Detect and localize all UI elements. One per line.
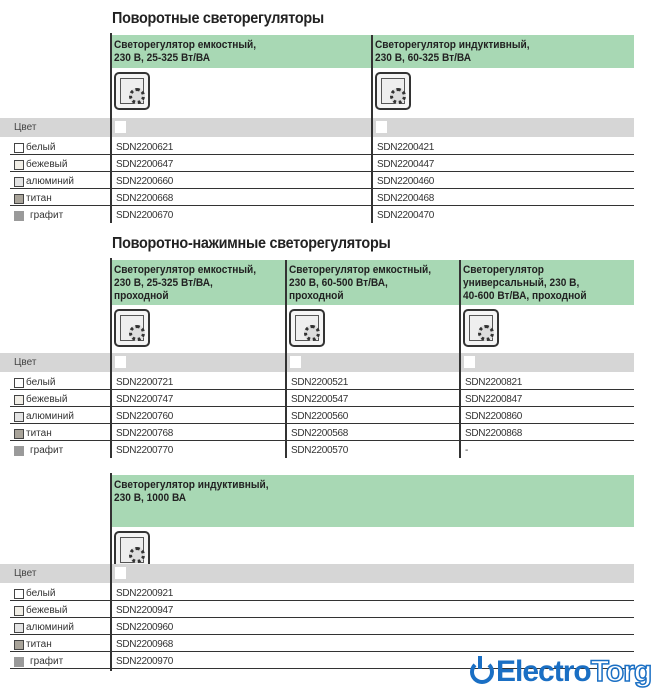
dimmer-image (114, 72, 150, 110)
color-cell (14, 176, 74, 187)
table-row (10, 390, 634, 407)
product-table (0, 35, 634, 223)
dimmer-image (375, 72, 411, 110)
product-code: SDN2200668 (116, 193, 174, 204)
product-code: SDN2200868 (465, 428, 523, 439)
color-cell (14, 428, 52, 439)
electrotorg-logo (470, 655, 651, 689)
table-row (10, 601, 634, 618)
logo-text: Electro (496, 655, 591, 688)
color-name: белый (26, 377, 56, 388)
product-code: SDN2200847 (465, 394, 523, 405)
color-chip (14, 160, 24, 170)
product-name-line: Светорегулятор емкостный, (114, 39, 257, 51)
image-row (112, 305, 634, 351)
product-table (0, 475, 634, 671)
product-code: SDN2200721 (116, 377, 174, 388)
color-cell (14, 605, 67, 616)
color-name: бежевый (26, 605, 68, 616)
color-cell (14, 210, 63, 221)
color-swatch (464, 356, 475, 368)
product-name-line: 230 В, 25-325 Вт/ВА (114, 52, 211, 64)
product-code: SDN2200468 (377, 193, 435, 204)
color-chip (14, 657, 24, 667)
table-row (10, 155, 634, 172)
color-name: белый (26, 142, 56, 153)
table-row (10, 424, 634, 441)
color-name: бежевый (26, 394, 68, 405)
color-name: алюминий (26, 411, 74, 422)
color-label: Цвет (14, 122, 37, 133)
color-chip (14, 143, 24, 153)
product-code: SDN2200768 (116, 428, 174, 439)
color-cell (14, 193, 52, 204)
product-code: SDN2200570 (291, 445, 349, 456)
product-name-line: проходной (289, 290, 344, 302)
product-header (112, 260, 634, 305)
product-code: SDN2200447 (377, 159, 435, 170)
product-name-line: 230 В, 60-500 Вт/ВА, (289, 277, 388, 289)
product-code: SDN2200670 (116, 210, 174, 221)
table-row (10, 618, 634, 635)
product-code: SDN2200860 (465, 411, 523, 422)
product-code: SDN2200568 (291, 428, 349, 439)
dimmer-image (114, 309, 150, 347)
color-cell (14, 142, 55, 153)
column-divider (110, 258, 112, 458)
color-chip (14, 640, 24, 650)
product-name-line: 40-600 Вт/ВА, проходной (463, 290, 587, 302)
color-swatch (290, 356, 301, 368)
product-code: SDN2200747 (116, 394, 174, 405)
table-row (10, 138, 634, 155)
color-chip (14, 446, 24, 456)
product-name-line: проходной (114, 290, 169, 302)
color-chip (14, 211, 24, 221)
product-name (289, 264, 431, 303)
image-row (112, 527, 634, 562)
color-chip (14, 623, 24, 633)
color-chip (14, 177, 24, 187)
power-icon (470, 660, 494, 684)
product-code: SDN2200647 (116, 159, 174, 170)
color-cell (14, 411, 74, 422)
product-code: SDN2200960 (116, 622, 174, 633)
table-row (10, 172, 634, 189)
product-code: SDN2200470 (377, 210, 435, 221)
color-cell (14, 588, 55, 599)
product-name-line: Светорегулятор емкостный, (114, 264, 257, 276)
product-code: SDN2200921 (116, 588, 174, 599)
product-name-line: Светорегулятор емкостный, (289, 264, 432, 276)
table-row (10, 373, 634, 390)
product-code: SDN2200547 (291, 394, 349, 405)
product-code: SDN2200621 (116, 142, 174, 153)
product-header (112, 475, 634, 527)
product-code: SDN2200760 (116, 411, 174, 422)
product-code: - (465, 445, 469, 456)
color-name: алюминий (26, 622, 74, 633)
product-name-line: 230 В, 60-325 Вт/ВА (375, 52, 472, 64)
section-title: Поворотно-нажимные светорегуляторы (112, 235, 391, 252)
dimmer-image (463, 309, 499, 347)
color-chip (14, 589, 24, 599)
product-code: SDN2200947 (116, 605, 174, 616)
color-name: белый (26, 588, 56, 599)
table-row (10, 635, 634, 652)
color-chip (14, 395, 24, 405)
color-swatch (376, 121, 387, 133)
color-header-row (0, 118, 634, 137)
table-row (10, 441, 634, 458)
color-name: бежевый (26, 159, 68, 170)
color-cell (14, 159, 67, 170)
color-cell (14, 622, 74, 633)
color-cell (14, 377, 55, 388)
product-name (463, 264, 587, 303)
color-swatch (115, 567, 126, 579)
product-name-line: Светорегулятор индуктивный, (114, 479, 269, 491)
logo-text-torg: Torg (590, 655, 652, 688)
color-header-row (0, 353, 634, 372)
color-name: графит (30, 445, 64, 456)
product-name-line: Светорегулятор (463, 264, 544, 276)
color-cell (14, 656, 63, 667)
product-code: SDN2200460 (377, 176, 435, 187)
color-label: Цвет (14, 568, 37, 579)
product-header (112, 35, 634, 68)
table-row (10, 206, 634, 223)
color-cell (14, 445, 63, 456)
color-header-row (0, 564, 634, 583)
color-cell (14, 394, 67, 405)
column-divider (110, 473, 112, 671)
product-name-line: Светорегулятор индуктивный, (375, 39, 530, 51)
color-name: титан (26, 193, 52, 204)
color-chip (14, 429, 24, 439)
dimmer-image (289, 309, 325, 347)
table-row (10, 584, 634, 601)
color-cell (14, 639, 52, 650)
product-name (114, 479, 269, 505)
product-code: SDN2200421 (377, 142, 435, 153)
product-name-line: 230 В, 1000 ВА (114, 492, 187, 504)
color-name: графит (30, 210, 64, 221)
product-name (114, 39, 256, 65)
column-divider (110, 33, 112, 223)
color-swatch (115, 121, 126, 133)
table-row (10, 189, 634, 206)
product-name (375, 39, 530, 65)
product-name (114, 264, 256, 303)
color-swatch (115, 356, 126, 368)
product-code: SDN2200560 (291, 411, 349, 422)
color-chip (14, 378, 24, 388)
table-row (10, 407, 634, 424)
product-code: SDN2200660 (116, 176, 174, 187)
color-label: Цвет (14, 357, 37, 368)
color-chip (14, 412, 24, 422)
product-code: SDN2200770 (116, 445, 174, 456)
color-name: графит (30, 656, 64, 667)
product-name-line: 230 В, 25-325 Вт/ВА, (114, 277, 213, 289)
color-name: алюминий (26, 176, 74, 187)
product-code: SDN2200970 (116, 656, 174, 667)
color-name: титан (26, 639, 52, 650)
product-code: SDN2200821 (465, 377, 523, 388)
product-code: SDN2200968 (116, 639, 174, 650)
product-table (0, 260, 634, 458)
product-code: SDN2200521 (291, 377, 349, 388)
color-name: титан (26, 428, 52, 439)
image-row (112, 68, 634, 116)
section-title: Поворотные светорегуляторы (112, 10, 324, 27)
color-chip (14, 606, 24, 616)
product-name-line: универсальный, 230 В, (463, 277, 580, 289)
color-chip (14, 194, 24, 204)
